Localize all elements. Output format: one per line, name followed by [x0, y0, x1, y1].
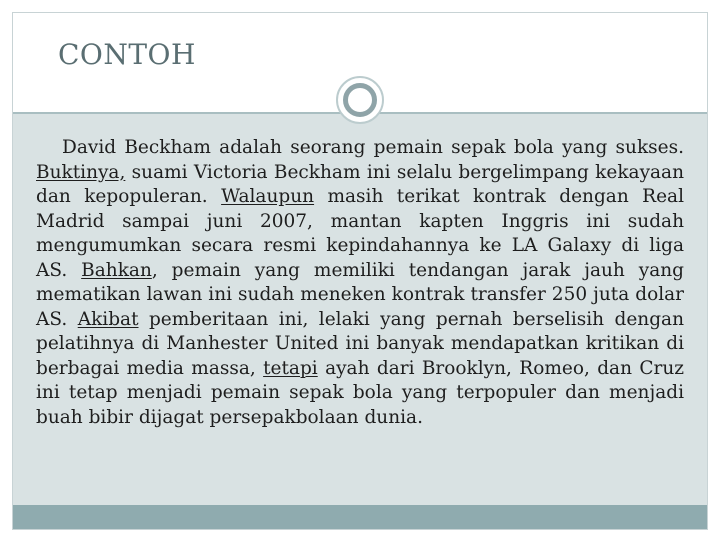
- paragraph-segment: David Beckham adalah seorang pemain sepak bola yang sukses.: [62, 137, 684, 158]
- underlined-conjunction: Bahkan: [81, 259, 152, 281]
- underlined-conjunction: Walaupun: [221, 186, 315, 207]
- paragraph-segment: ayah dari Brooklyn, Romeo, dan Cruz ini tetap menjadi pemain sepak bola yang terpopuler dan menjadi buah bibir dijagat persepakbolaan dunia.: [36, 357, 685, 428]
- circle-ornament-inner: [343, 83, 377, 117]
- body-paragraph: [36, 136, 684, 430]
- underlined-conjunction: Buktinya,: [36, 161, 126, 183]
- underlined-conjunction: tetapi: [263, 357, 318, 379]
- paragraph-segment: pemberitaan ini, lelaki yang pernah berselisih dengan pelatihnya di Manhester United ini banyak mendapatkan kritikan di berbagai media massa,: [36, 308, 685, 379]
- footer-bar: [13, 505, 707, 529]
- paragraph-segment: masih terikat kontrak dengan Real Madrid sampai juni 2007, mantan kapten Inggris ini sudah mengumumkan secara resmi kepindahannya ke LA Galaxy di liga AS.: [36, 186, 684, 281]
- paragraph-segment: , pemain yang memiliki tendangan jarak jauh yang mematikan lawan ini sudah meneken kontrak transfer 250 juta dolar AS.: [36, 259, 684, 330]
- circle-ornament-icon: [336, 76, 384, 124]
- paragraph-segment: suami Victoria Beckham ini selalu bergelimpang kekayaan dan kepopuleran.: [36, 161, 684, 207]
- underlined-conjunction: Akibat: [77, 308, 139, 330]
- slide-title: CONTOH: [58, 38, 196, 71]
